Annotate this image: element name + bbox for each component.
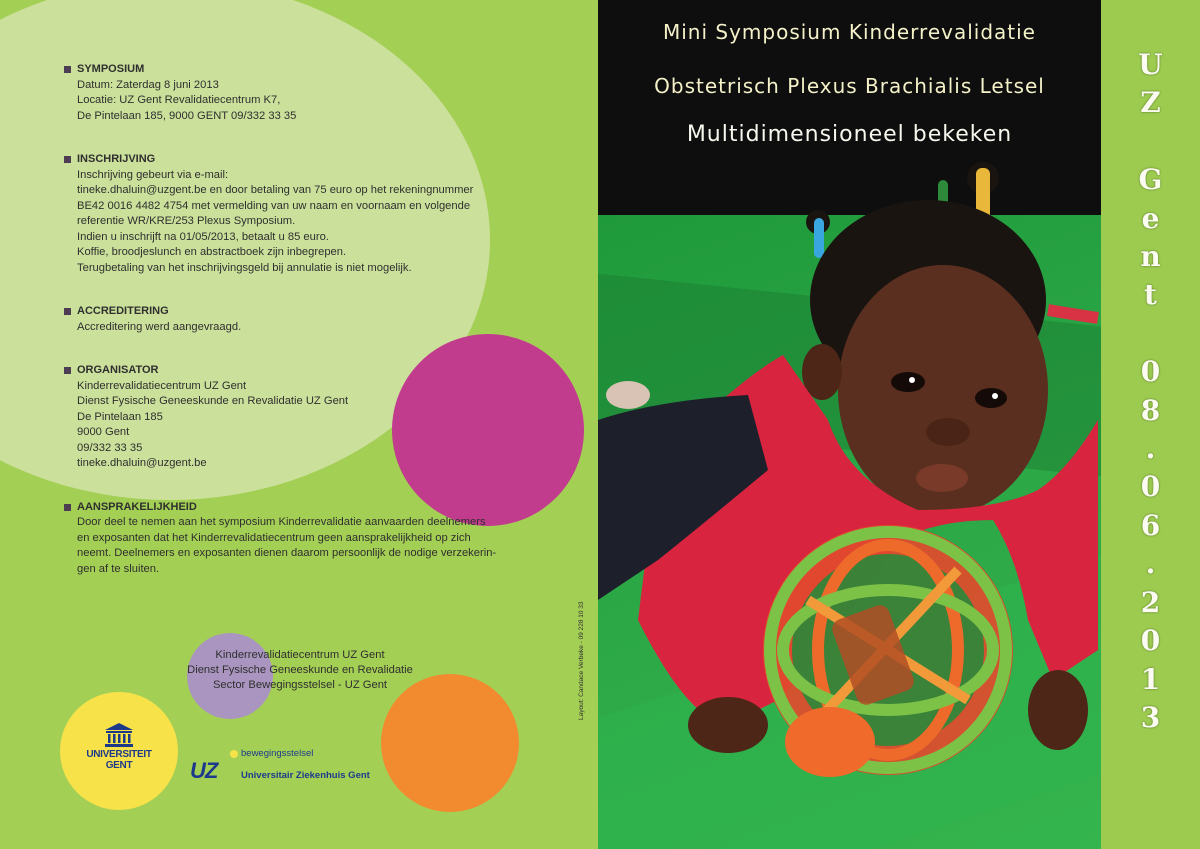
section-heading: AANSPRAKELIJKHEID: [77, 500, 197, 513]
cover-photo: [598, 0, 1101, 849]
cover-title-line3: Multidimensioneel bekeken: [686, 122, 1013, 147]
dot-icon: [230, 750, 238, 758]
section-line: gen af te sluiten.: [77, 562, 160, 575]
section-line: Door deel te nemen aan het symposium Kinderrevalidatie aanvaarden deelnemers: [77, 516, 486, 528]
uz-name-label: Universitair Ziekenhuis Gent: [241, 770, 370, 781]
side-label-char: t: [1144, 278, 1157, 312]
bullet-icon: [64, 367, 71, 374]
section-heading: ORGANISATOR: [77, 364, 159, 376]
section-line: Koffie, broodjeslunch en abstractboek zijn inbegrepen.: [77, 246, 347, 258]
side-label-char: Z: [1140, 86, 1161, 120]
section-line: Accreditering werd aangevraagd.: [77, 320, 242, 333]
bullet-icon: [64, 66, 71, 73]
side-label-char: U: [1138, 48, 1163, 81]
section-line: 9000 Gent: [77, 426, 130, 438]
section-line: tineke.dhaluin@uzgent.be en door betaling van 75 euro op het rekeningnummer: [77, 184, 474, 196]
section-line: Kinderrevalidatiecentrum UZ Gent: [77, 379, 247, 392]
section-line: Inschrijving gebeurt via e-mail:: [77, 168, 229, 181]
side-label-char: [1101, 315, 1200, 353]
section-line: Indien u inschrijft na 01/05/2013, betaalt u 85 euro.: [77, 230, 329, 243]
side-label-char: [1101, 123, 1200, 161]
info-panel: [0, 0, 598, 849]
section-line: neemt. Deelnemers en exposanten dienen daarom persoonlijk de nodige verzekerin-: [77, 547, 497, 559]
section-heading: INSCHRIJVING: [77, 153, 156, 165]
side-label-char: .: [1145, 547, 1156, 581]
side-label-char: 6: [1140, 508, 1161, 542]
section-organisator: [64, 363, 544, 472]
section-line: De Pintelaan 185: [77, 410, 163, 423]
uz-dept-label: bewegingsstelsel: [241, 748, 314, 759]
university-building-icon: [104, 722, 134, 748]
ugent-logo: [60, 692, 178, 810]
section-line: BE42 0016 4482 4754 met vermelding van uw naam en voornaam en volgende: [77, 199, 471, 212]
side-label-char: 0: [1140, 355, 1161, 389]
side-label-char: 0: [1140, 624, 1161, 658]
side-label-char: 0: [1140, 470, 1161, 504]
section-line: Datum: Zaterdag 8 juni 2013: [77, 78, 219, 91]
section-line: 09/332 33 35: [77, 441, 143, 454]
section-inschrijving: [64, 152, 544, 276]
side-label-vertical: [1101, 46, 1200, 737]
side-label-char: 2: [1140, 585, 1161, 619]
footer-line: Dienst Fysische Geneeskunde en Revalidatie: [187, 664, 413, 676]
bullet-icon: [64, 308, 71, 315]
side-label-char: 3: [1140, 700, 1161, 734]
side-label-char: .: [1145, 432, 1156, 466]
section-symposium: [64, 62, 544, 124]
email-link[interactable]: tineke.dhaluin@uzgent.be: [77, 457, 207, 469]
section-line: Dienst Fysische Geneeskunde en Revalidatie UZ Gent: [77, 395, 349, 407]
ugent-word: UNIVERSITEIT: [86, 749, 152, 760]
organizer-footer: [150, 648, 450, 693]
cover-title-line2: Obstetrisch Plexus Brachialis Letsel: [654, 74, 1045, 98]
bullet-icon: [64, 156, 71, 163]
section-aansprakelijkheid: [64, 500, 544, 578]
section-accreditering: [64, 304, 544, 335]
section-line: De Pintelaan 185, 9000 GENT 09/332 33 35: [77, 109, 297, 122]
section-heading: SYMPOSIUM: [77, 63, 145, 75]
bullet-icon: [64, 504, 71, 511]
uz-mark: UZ: [190, 758, 218, 783]
side-label-char: 1: [1140, 662, 1161, 696]
info-sections: [64, 62, 544, 605]
side-label-char: n: [1140, 240, 1161, 274]
section-line: en exposanten dat het Kinderrevalidatiecentrum geen aansprakelijkheid op zich: [77, 531, 471, 544]
uz-gent-logo: [190, 748, 380, 788]
layout-credit: Layout: Candace Verbeke - 09 228 10 33: [578, 601, 585, 720]
section-heading: ACCREDITERING: [77, 305, 169, 317]
ugent-word: GENT: [105, 760, 133, 771]
side-label-char: e: [1141, 201, 1160, 235]
side-label-char: G: [1138, 163, 1163, 197]
cover-title-line1: Mini Symposium Kinderrevalidatie: [662, 20, 1036, 44]
footer-line: Kinderrevalidatiecentrum UZ Gent: [215, 649, 385, 661]
footer-line: Sector Bewegingsstelsel - UZ Gent: [212, 679, 388, 691]
side-label-char: 8: [1140, 393, 1161, 427]
decor-circle-orange: [381, 674, 519, 812]
section-line: Locatie: UZ Gent Revalidatiecentrum K7,: [77, 94, 281, 106]
section-line: Terugbetaling van het inschrijvingsgeld bij annulatie is niet mogelijk.: [77, 261, 412, 274]
section-line: referentie WR/KRE/253 Plexus Symposium.: [77, 215, 296, 227]
